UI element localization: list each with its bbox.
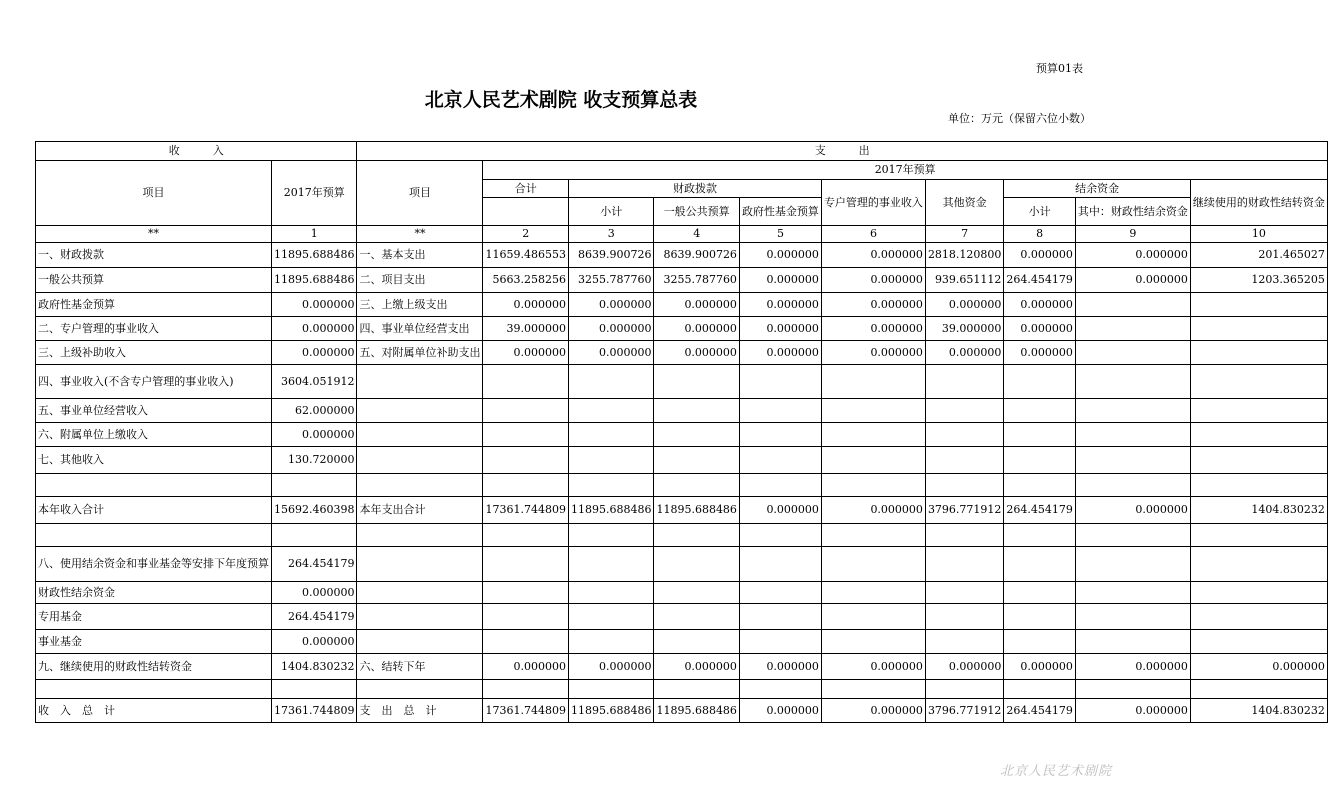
- blank-row: [36, 680, 1328, 699]
- general-budget-value: 11895.688486: [654, 699, 739, 723]
- total-value: 11659.486553: [483, 243, 568, 268]
- index-row: [36, 226, 1328, 243]
- income-item: 事业基金: [36, 630, 272, 654]
- index-cell: 8: [1004, 226, 1075, 243]
- total-value: 0.000000: [483, 341, 568, 365]
- index-cell: 9: [1075, 226, 1190, 243]
- surplus-subtotal-value: 0.000000: [1004, 317, 1075, 341]
- surplus-fiscal-value: [1075, 317, 1190, 341]
- fiscal-subtotal-value: 0.000000: [568, 317, 653, 341]
- surplus-fiscal-value: [1075, 341, 1190, 365]
- other-funds-value: 939.651112: [925, 268, 1003, 293]
- gov-fund-value: 0.000000: [739, 699, 821, 723]
- special-income-value: 0.000000: [821, 268, 925, 293]
- blank-row: [36, 524, 1328, 547]
- index-cell: **: [357, 226, 483, 243]
- header-row-1: [36, 142, 1328, 161]
- total-subheader: [483, 198, 568, 226]
- income-item: 三、上级补助收入: [36, 341, 272, 365]
- general-budget-header: 一般公共预算: [654, 198, 739, 226]
- table-row: [36, 317, 1328, 341]
- continue-value: 1203.365205: [1190, 268, 1327, 293]
- income-item-header: 项目: [36, 161, 272, 226]
- table-row: [36, 293, 1328, 317]
- header-row-2: [36, 161, 1328, 180]
- income-header: 收 入: [36, 142, 357, 161]
- surplus-fiscal-value: 0.000000: [1075, 654, 1190, 680]
- income-value: 0.000000: [272, 293, 357, 317]
- special-income-value: 0.000000: [821, 243, 925, 268]
- table-row: [36, 268, 1328, 293]
- expense-item: 四、事业单位经营支出: [357, 317, 483, 341]
- surplus-fiscal-value: 0.000000: [1075, 497, 1190, 524]
- surplus-subtotal-header: 小计: [1004, 198, 1075, 226]
- surplus-subtotal-value: 264.454179: [1004, 497, 1075, 524]
- table-row: [36, 243, 1328, 268]
- general-budget-value: 0.000000: [654, 293, 739, 317]
- other-funds-value: 39.000000: [925, 317, 1003, 341]
- income-value: 62.000000: [272, 399, 357, 423]
- income-item: 八、使用结余资金和事业基金等安排下年度预算: [36, 547, 272, 582]
- index-cell: **: [36, 226, 272, 243]
- other-funds-header: 其他资金: [925, 180, 1003, 226]
- table-row: [36, 497, 1328, 524]
- general-budget-value: 8639.900726: [654, 243, 739, 268]
- gov-fund-value: 0.000000: [739, 654, 821, 680]
- gov-fund-value: 0.000000: [739, 497, 821, 524]
- form-number: 预算01表: [1036, 62, 1083, 75]
- continue-value: [1190, 341, 1327, 365]
- gov-fund-value: 0.000000: [739, 341, 821, 365]
- continue-value: [1190, 317, 1327, 341]
- special-income-header: 专户管理的事业收入: [821, 180, 925, 226]
- gov-fund-value: 0.000000: [739, 293, 821, 317]
- surplus-subtotal-value: 0.000000: [1004, 654, 1075, 680]
- special-income-value: 0.000000: [821, 497, 925, 524]
- continue-value: 201.465027: [1190, 243, 1327, 268]
- blank-row: [36, 474, 1328, 497]
- income-value: 0.000000: [272, 630, 357, 654]
- income-item: 政府性基金预算: [36, 293, 272, 317]
- income-value: 0.000000: [272, 341, 357, 365]
- fiscal-subtotal-value: 3255.787760: [568, 268, 653, 293]
- table-row: [36, 582, 1328, 604]
- total-header: 合计: [483, 180, 568, 198]
- income-value: 264.454179: [272, 604, 357, 630]
- expense-item-header: 项目: [357, 161, 483, 226]
- income-value: 1404.830232: [272, 654, 357, 680]
- total-value: 5663.258256: [483, 268, 568, 293]
- total-value: 17361.744809: [483, 699, 568, 723]
- fiscal-subtotal-value: 8639.900726: [568, 243, 653, 268]
- fiscal-subtotal-value: 0.000000: [568, 654, 653, 680]
- continue-value: [1190, 293, 1327, 317]
- income-value: 11895.688486: [272, 243, 357, 268]
- surplus-subtotal-value: 264.454179: [1004, 699, 1075, 723]
- general-budget-value: 0.000000: [654, 317, 739, 341]
- income-value: 17361.744809: [272, 699, 357, 723]
- index-cell: 4: [654, 226, 739, 243]
- income-budget-header: 2017年预算: [272, 161, 357, 226]
- other-funds-value: 0.000000: [925, 341, 1003, 365]
- index-cell: 3: [568, 226, 653, 243]
- special-income-value: 0.000000: [821, 654, 925, 680]
- total-value: 17361.744809: [483, 497, 568, 524]
- income-value: 264.454179: [272, 547, 357, 582]
- expense-item: 六、结转下年: [357, 654, 483, 680]
- surplus-subtotal-value: 0.000000: [1004, 293, 1075, 317]
- expense-item: 三、上缴上级支出: [357, 293, 483, 317]
- unit-note: 单位：万元（保留六位小数）: [948, 112, 1091, 125]
- special-income-value: 0.000000: [821, 317, 925, 341]
- surplus-header: 结余资金: [1004, 180, 1190, 198]
- income-item: 财政性结余资金: [36, 582, 272, 604]
- index-cell: 10: [1190, 226, 1327, 243]
- table-row: [36, 654, 1328, 680]
- table-row: [36, 699, 1328, 723]
- general-budget-value: 11895.688486: [654, 497, 739, 524]
- income-item: 二、专户管理的事业收入: [36, 317, 272, 341]
- table-row: [36, 399, 1328, 423]
- income-item: 五、事业单位经营收入: [36, 399, 272, 423]
- expense-item: 二、项目支出: [357, 268, 483, 293]
- income-item: 四、事业收入(不含专户管理的事业收入): [36, 365, 272, 399]
- continue-value: 1404.830232: [1190, 699, 1327, 723]
- expense-header: 支 出: [357, 142, 1327, 161]
- fiscal-subtotal-value: 0.000000: [568, 341, 653, 365]
- total-value: 0.000000: [483, 293, 568, 317]
- budget-table: [35, 141, 1328, 723]
- surplus-fiscal-value: 0.000000: [1075, 243, 1190, 268]
- income-value: 0.000000: [272, 423, 357, 447]
- expense-item: 支 出 总 计: [357, 699, 483, 723]
- fiscal-subtotal-value: 0.000000: [568, 293, 653, 317]
- gov-fund-header: 政府性基金预算: [739, 198, 821, 226]
- table-row: [36, 630, 1328, 654]
- income-value: 15692.460398: [272, 497, 357, 524]
- general-budget-value: 0.000000: [654, 654, 739, 680]
- income-value: 0.000000: [272, 317, 357, 341]
- expense-item: 本年支出合计: [357, 497, 483, 524]
- income-value: 130.720000: [272, 447, 357, 474]
- fiscal-subtotal-value: 11895.688486: [568, 497, 653, 524]
- institution-seal: 北京人民艺术剧院: [1000, 764, 1113, 779]
- gov-fund-value: 0.000000: [739, 268, 821, 293]
- index-cell: 2: [483, 226, 568, 243]
- index-cell: 1: [272, 226, 357, 243]
- surplus-subtotal-value: 0.000000: [1004, 243, 1075, 268]
- income-item: 本年收入合计: [36, 497, 272, 524]
- continue-value: 0.000000: [1190, 654, 1327, 680]
- gov-fund-value: 0.000000: [739, 243, 821, 268]
- continue-header: 继续使用的财政性结转资金: [1190, 180, 1327, 226]
- other-funds-value: 2818.120800: [925, 243, 1003, 268]
- expense-item: 五、对附属单位补助支出: [357, 341, 483, 365]
- budget-year-header: 2017年预算: [483, 161, 1327, 180]
- continue-value: 1404.830232: [1190, 497, 1327, 524]
- special-income-value: 0.000000: [821, 293, 925, 317]
- surplus-subtotal-value: 0.000000: [1004, 341, 1075, 365]
- table-row: [36, 447, 1328, 474]
- table-row: [36, 547, 1328, 582]
- table-row: [36, 365, 1328, 399]
- page-title: 北京人民艺术剧院 收支预算总表: [424, 89, 698, 111]
- general-budget-value: 3255.787760: [654, 268, 739, 293]
- income-item: 六、附属单位上缴收入: [36, 423, 272, 447]
- index-cell: 6: [821, 226, 925, 243]
- fiscal-subtotal-value: 11895.688486: [568, 699, 653, 723]
- special-income-value: 0.000000: [821, 341, 925, 365]
- income-item: 专用基金: [36, 604, 272, 630]
- income-value: 3604.051912: [272, 365, 357, 399]
- gov-fund-value: 0.000000: [739, 317, 821, 341]
- surplus-fiscal-value: 0.000000: [1075, 268, 1190, 293]
- surplus-fiscal-header: 其中：财政性结余资金: [1075, 198, 1190, 226]
- total-value: 39.000000: [483, 317, 568, 341]
- table-row: [36, 423, 1328, 447]
- income-item: 七、其他收入: [36, 447, 272, 474]
- table-row: [36, 604, 1328, 630]
- fiscal-subtotal-header: 小计: [568, 198, 653, 226]
- index-cell: 5: [739, 226, 821, 243]
- total-value: 0.000000: [483, 654, 568, 680]
- income-value: 0.000000: [272, 582, 357, 604]
- other-funds-value: 0.000000: [925, 293, 1003, 317]
- general-budget-value: 0.000000: [654, 341, 739, 365]
- other-funds-value: 0.000000: [925, 654, 1003, 680]
- expense-item: 一、基本支出: [357, 243, 483, 268]
- income-item: 一般公共预算: [36, 268, 272, 293]
- income-item: 收 入 总 计: [36, 699, 272, 723]
- index-cell: 7: [925, 226, 1003, 243]
- income-item: 一、财政拨款: [36, 243, 272, 268]
- income-item: 九、继续使用的财政性结转资金: [36, 654, 272, 680]
- table-row: [36, 341, 1328, 365]
- income-value: 11895.688486: [272, 268, 357, 293]
- special-income-value: 0.000000: [821, 699, 925, 723]
- other-funds-value: 3796.771912: [925, 699, 1003, 723]
- surplus-fiscal-value: 0.000000: [1075, 699, 1190, 723]
- fiscal-header: 财政拨款: [568, 180, 821, 198]
- surplus-subtotal-value: 264.454179: [1004, 268, 1075, 293]
- surplus-fiscal-value: [1075, 293, 1190, 317]
- other-funds-value: 3796.771912: [925, 497, 1003, 524]
